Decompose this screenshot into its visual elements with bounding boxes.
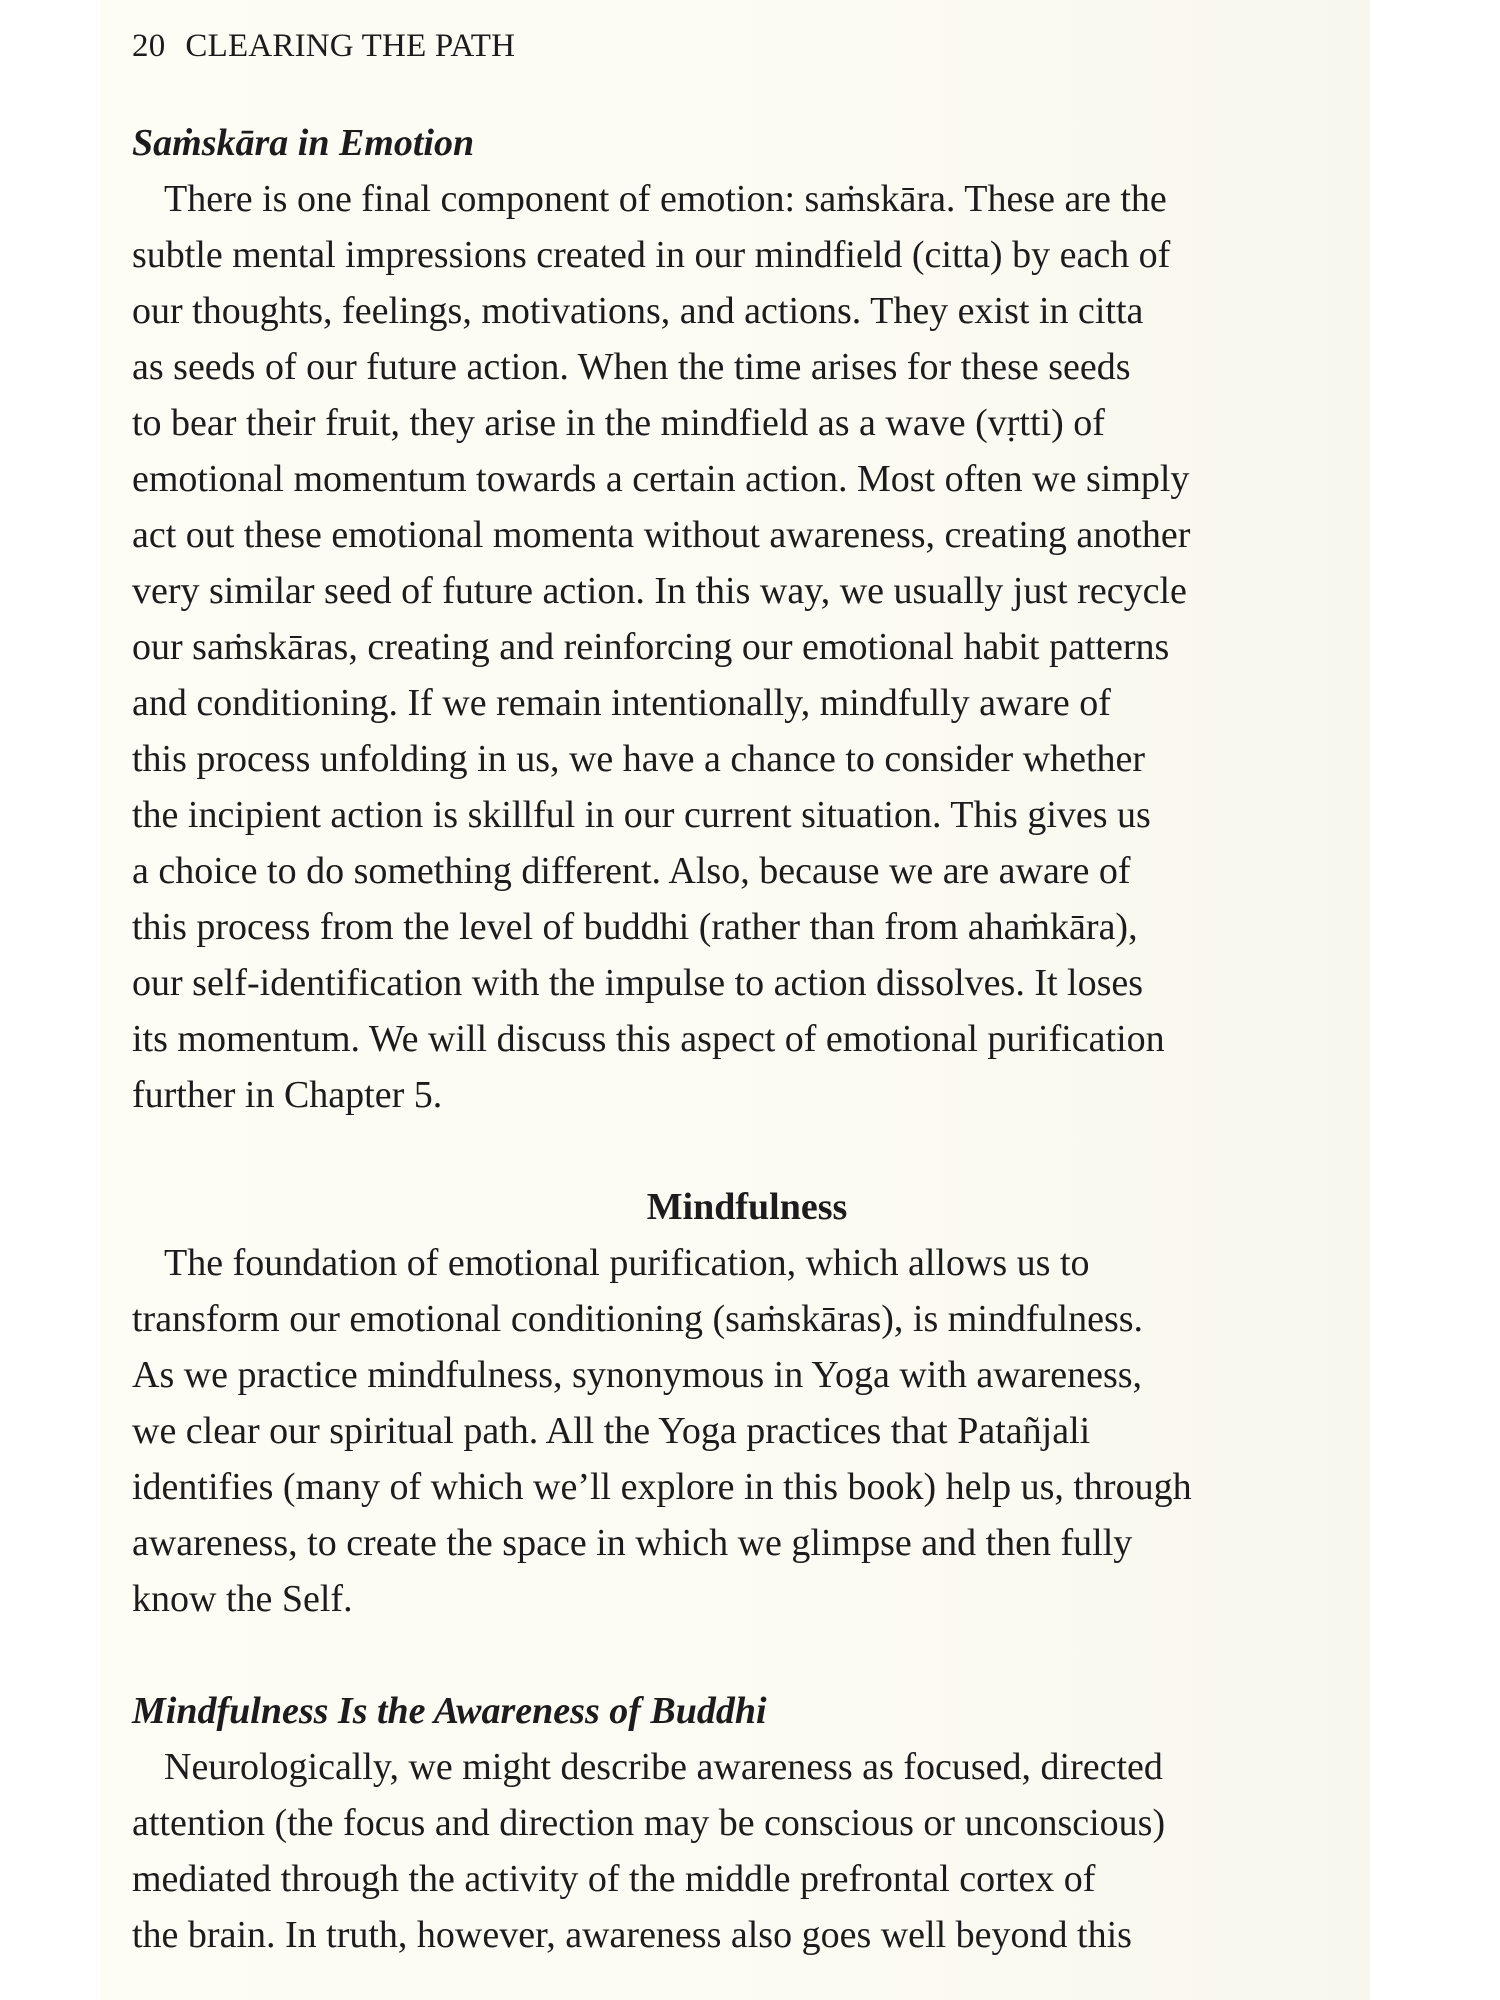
paragraph-line: a choice to do something different. Also, because we are aware of (132, 850, 1131, 892)
paragraph-line: The foundation of emotional purification, which allows us to (164, 1242, 1090, 1284)
paragraph-line: its momentum. We will discuss this aspect of emotional purification (132, 1018, 1165, 1060)
section-gap (132, 1627, 1362, 1683)
paragraph-line: further in Chapter 5. (132, 1074, 443, 1116)
paragraph-line: know the Self. (132, 1578, 353, 1620)
page-number: 20 (132, 28, 166, 64)
paragraph-line: and conditioning. If we remain intentionally, mindfully aware of (132, 682, 1111, 724)
paragraph-line: the brain. In truth, however, awareness also goes well beyond this (132, 1914, 1132, 1956)
paragraph-line: awareness, to create the space in which we glimpse and then fully (132, 1522, 1133, 1564)
paragraph-line: identifies (many of which we’ll explore in this book) help us, through (132, 1466, 1192, 1508)
running-head-title: CLEARING THE PATH (185, 28, 516, 64)
paragraph-line: subtle mental impressions created in our mindfield (citta) by each of (132, 234, 1171, 276)
paragraph-line: very similar seed of future action. In this way, we usually just recycle (132, 570, 1187, 612)
paragraph-line: transform our emotional conditioning (saṁskāras), is mindfulness. (132, 1298, 1144, 1340)
paragraph-line: to bear their fruit, they arise in the mindfield as a wave (vṛtti) of (132, 402, 1105, 444)
paragraph-line: this process unfolding in us, we have a chance to consider whether (132, 738, 1146, 780)
paragraph-line: attention (the focus and direction may be conscious or unconscious) (132, 1802, 1166, 1844)
subheading-mindfulness-awareness-of-buddhi: Mindfulness Is the Awareness of Buddhi (132, 1690, 767, 1732)
running-head (132, 26, 515, 66)
paragraph-line: There is one final component of emotion: saṁskāra. These are the (164, 178, 1167, 220)
paragraph-line: our thoughts, feelings, motivations, and actions. They exist in citta (132, 290, 1144, 332)
heading-mindfulness: Mindfulness (646, 1186, 848, 1228)
paragraph-line: mediated through the activity of the middle prefrontal cortex of (132, 1858, 1096, 1900)
paragraph-line: act out these emotional momenta without awareness, creating another (132, 514, 1191, 556)
section-gap (132, 1123, 1362, 1179)
paragraph-line: emotional momentum towards a certain action. Most often we simply (132, 458, 1190, 500)
paragraph-line: our saṁskāras, creating and reinforcing our emotional habit patterns (132, 626, 1170, 668)
paragraph-line: our self-identification with the impulse to action dissolves. It loses (132, 962, 1144, 1004)
paragraph-line: the incipient action is skillful in our current situation. This gives us (132, 794, 1151, 836)
paragraph-line: Neurologically, we might describe awareness as focused, directed (164, 1746, 1163, 1788)
paragraph-line: As we practice mindfulness, synonymous in Yoga with awareness, (132, 1354, 1143, 1396)
body-text (132, 115, 1362, 1963)
paragraph-line: this process from the level of buddhi (rather than from ahaṁkāra), (132, 906, 1138, 948)
paragraph-line: as seeds of our future action. When the time arises for these seeds (132, 346, 1131, 388)
paragraph-line: we clear our spiritual path. All the Yoga practices that Patañjali (132, 1410, 1091, 1452)
subheading-samskara-in-emotion: Saṁskāra in Emotion (132, 122, 475, 164)
